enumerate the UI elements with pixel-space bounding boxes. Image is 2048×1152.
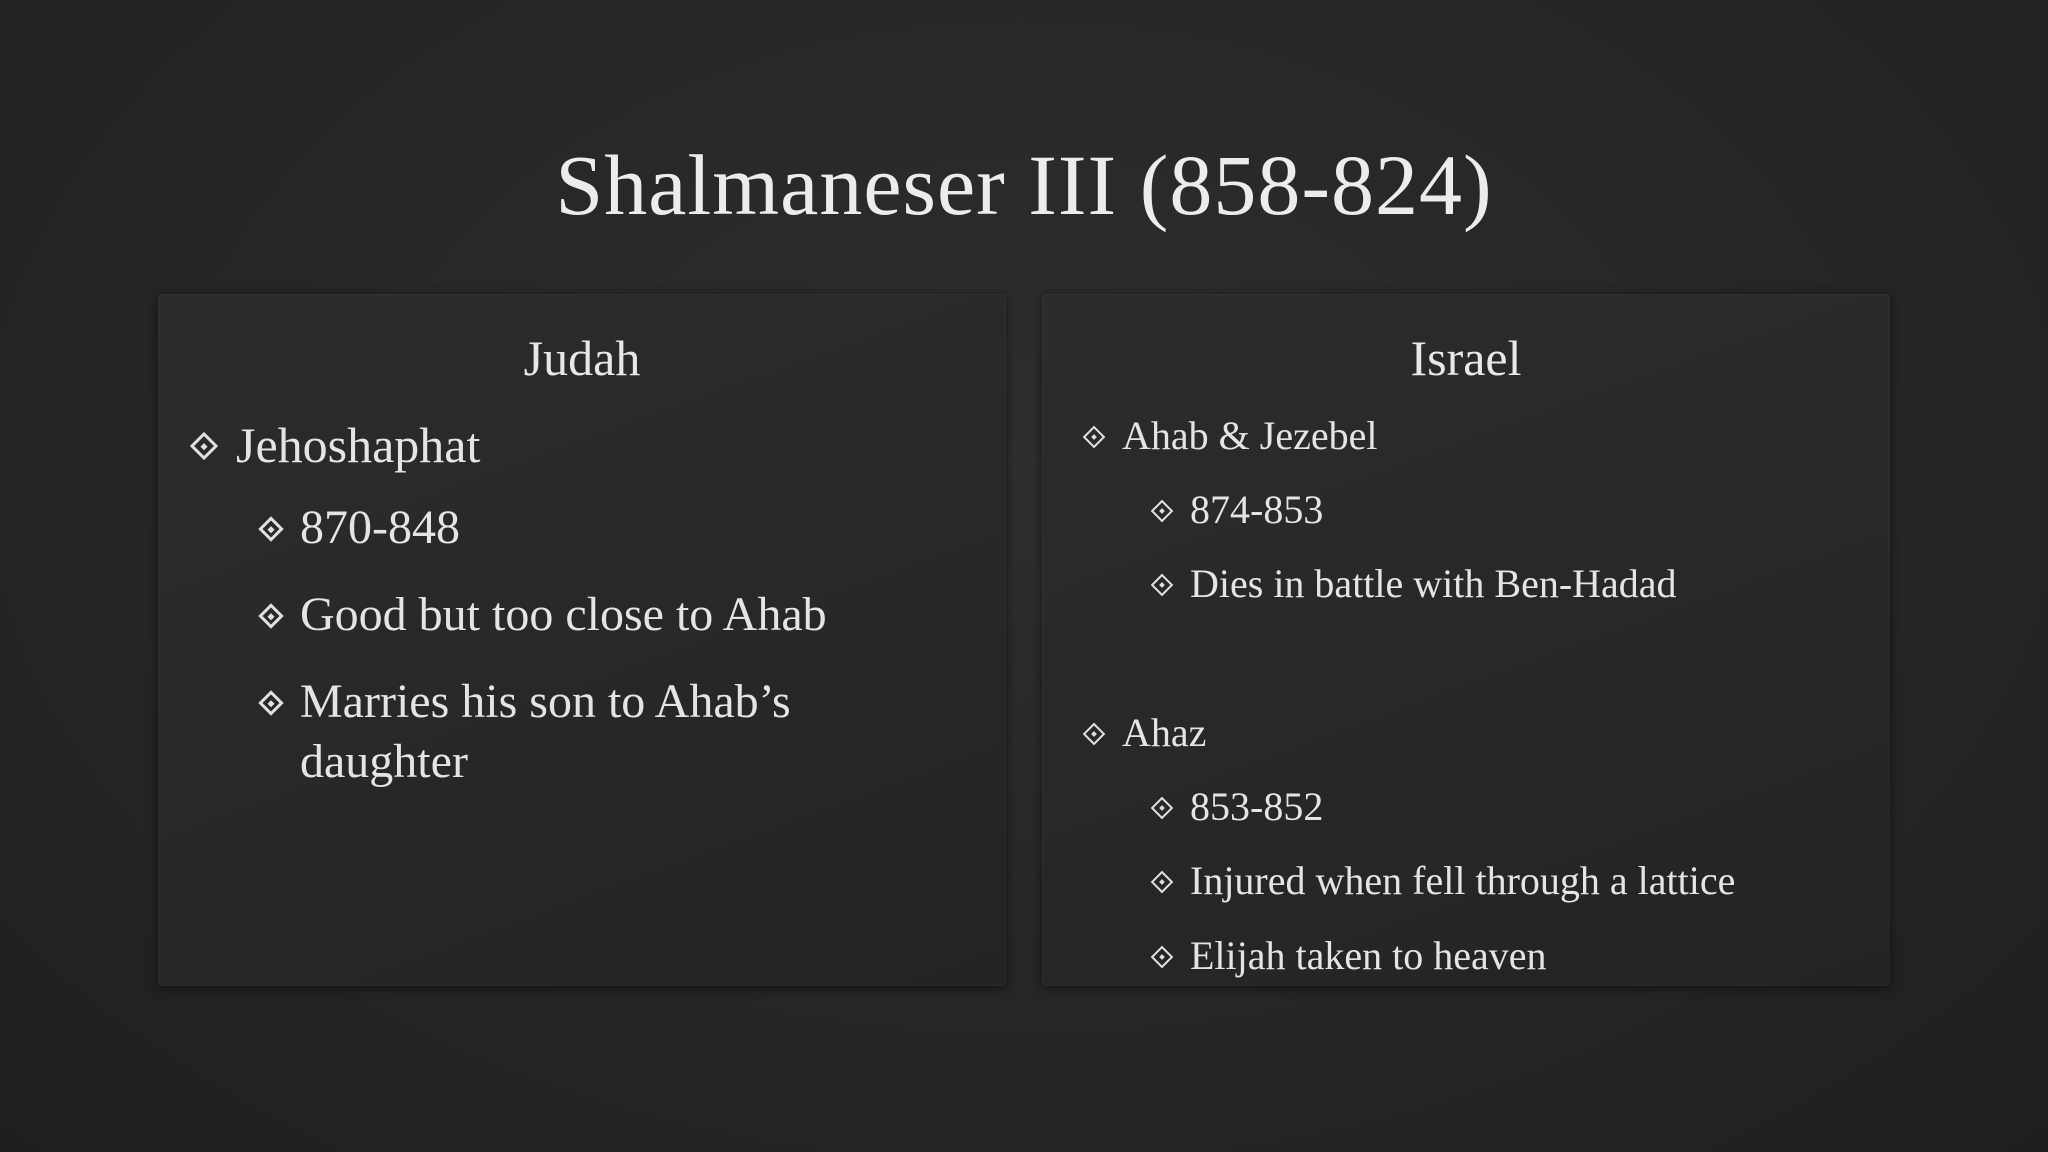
- diamond-bullet-icon: [258, 690, 283, 715]
- diamond-bullet-icon: [1151, 797, 1174, 820]
- israel-point: [1150, 930, 1547, 982]
- israel-point: [1150, 855, 1735, 907]
- israel-panel: [1042, 294, 1890, 986]
- israel-point-text: Injured when fell through a lattice: [1190, 858, 1736, 903]
- israel-king-item: [1082, 707, 1206, 759]
- slide-title: Shalmaneser III (858-824): [555, 137, 1493, 233]
- diamond-bullet-icon: [1151, 574, 1174, 597]
- judah-point-text: Marries his son to Ahab’s daughter: [300, 675, 791, 788]
- israel-point-text: 853-852: [1190, 784, 1324, 829]
- diamond-bullet-icon: [1151, 500, 1174, 523]
- judah-point: [258, 585, 827, 645]
- israel-heading: Israel: [1410, 330, 1522, 386]
- diamond-bullet-icon: [1083, 723, 1106, 746]
- judah-point: [258, 498, 460, 558]
- judah-king-label: Jehoshaphat: [236, 417, 481, 473]
- israel-point-text: Elijah taken to heaven: [1190, 933, 1547, 978]
- judah-point-text: Good but too close to Ahab: [300, 588, 827, 641]
- israel-point-text: 874-853: [1190, 487, 1324, 532]
- israel-king-label: Ahaz: [1122, 710, 1207, 755]
- diamond-bullet-icon: [1083, 426, 1106, 449]
- diamond-bullet-icon: [258, 516, 283, 541]
- diamond-bullet-icon: [1151, 946, 1174, 969]
- israel-point: [1150, 484, 1323, 536]
- judah-panel: [158, 294, 1006, 986]
- diamond-bullet-icon: [258, 603, 283, 628]
- israel-point: [1150, 781, 1323, 833]
- israel-point-text: Dies in battle with Ben-Hadad: [1190, 561, 1677, 606]
- diamond-bullet-icon: [190, 432, 218, 460]
- diamond-bullet-icon: [1151, 871, 1174, 894]
- judah-king-item: [190, 414, 480, 476]
- israel-king-label: Ahab & Jezebel: [1122, 413, 1378, 458]
- judah-point-text: 870-848: [300, 501, 460, 554]
- judah-heading: Judah: [523, 330, 641, 386]
- israel-point: [1150, 558, 1677, 610]
- israel-king-item: [1082, 410, 1377, 462]
- judah-point: [258, 672, 878, 792]
